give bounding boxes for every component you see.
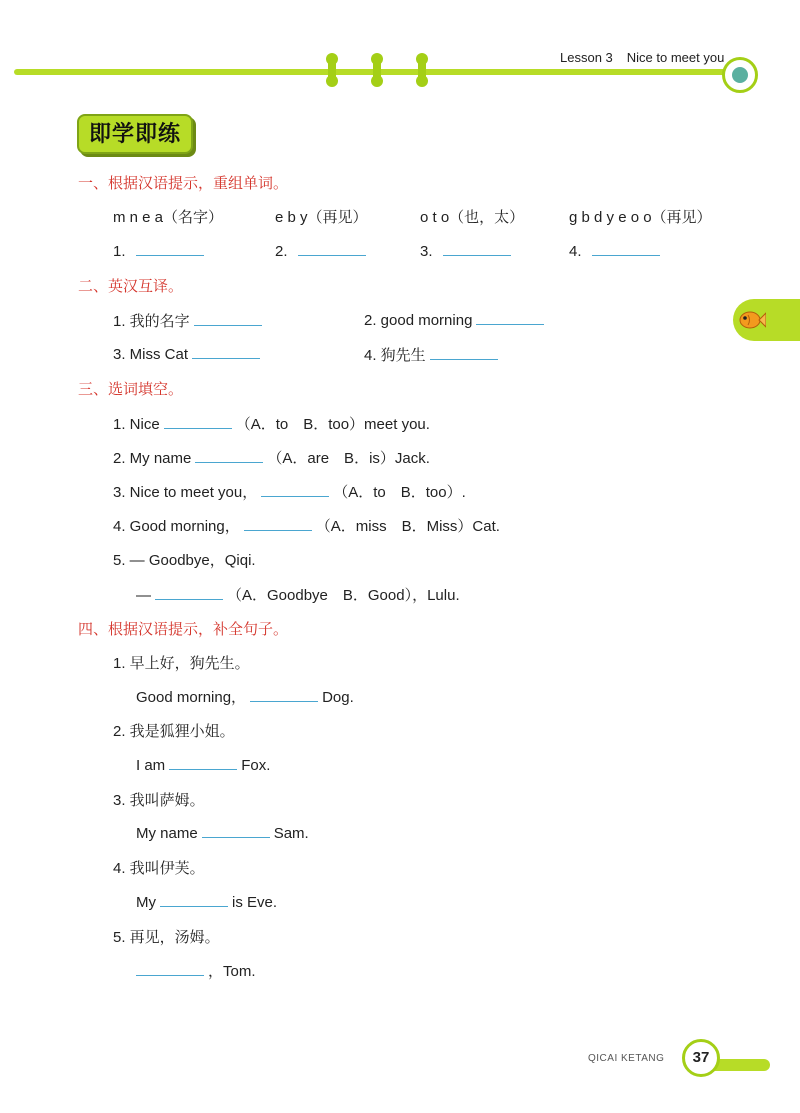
- english-sentence: [136, 960, 256, 981]
- section-3-heading: 三、选词填空。: [78, 381, 184, 398]
- answer-line: [569, 241, 664, 260]
- sentence-end: is Eve.: [232, 894, 278, 911]
- binder-peg-icon: [328, 55, 336, 85]
- sentence-end: Fox.: [241, 757, 271, 774]
- fill-item: [113, 515, 500, 536]
- choice-text: （A．are B．is）Jack.: [267, 450, 430, 467]
- scramble-prompt: o t o（也，太）: [420, 209, 525, 226]
- scramble-prompt: e b y（再见）: [275, 209, 368, 226]
- sentence-start: Good morning，: [136, 689, 247, 706]
- answer-blank[interactable]: [164, 414, 232, 429]
- translate-prompt: 2. good morning: [364, 312, 473, 329]
- translate-item: [364, 344, 502, 365]
- answer-blank[interactable]: [192, 344, 260, 359]
- english-sentence: [136, 823, 309, 842]
- chinese-prompt: 1. 早上好，狗先生。: [113, 655, 250, 672]
- scramble-prompt: g b d y e o o（再见）: [569, 209, 712, 226]
- answer-line: [113, 241, 208, 260]
- item-number: 2.: [275, 243, 288, 260]
- answer-blank[interactable]: [443, 241, 511, 256]
- running-header: [560, 50, 724, 65]
- answer-blank[interactable]: [202, 823, 270, 838]
- question-text: 4. Good morning，: [113, 518, 240, 535]
- scramble-prompt: m n e a（名字）: [113, 209, 224, 226]
- translate-prompt: 1. 我的名字: [113, 313, 190, 330]
- choice-text: （A．to B．too）.: [333, 484, 466, 501]
- sentence-start: My: [136, 894, 156, 911]
- english-sentence: [136, 892, 277, 911]
- corner-emblem-icon: [722, 57, 758, 93]
- answer-blank[interactable]: [160, 892, 228, 907]
- translate-item: [113, 344, 264, 363]
- answer-blank[interactable]: [592, 241, 660, 256]
- lesson-title: Nice to meet you: [626, 50, 725, 65]
- sentence-start: My name: [136, 825, 198, 842]
- fill-item: [113, 413, 430, 434]
- translate-item: [364, 310, 548, 329]
- answer-blank[interactable]: [250, 687, 318, 702]
- fill-item: [113, 447, 430, 468]
- chinese-prompt: 5. 再见，汤姆。: [113, 929, 220, 946]
- sentence-start: I am: [136, 757, 166, 774]
- answer-blank[interactable]: [136, 241, 204, 256]
- dash-text: —: [136, 587, 151, 604]
- fill-item: [113, 481, 466, 502]
- section-4-heading: 四、根据汉语提示，补全句子。: [78, 621, 289, 638]
- answer-line: [275, 241, 370, 260]
- dialogue-line: 5. — Goodbye，Qiqi.: [113, 552, 256, 569]
- question-text: 3. Nice to meet you，: [113, 484, 258, 501]
- english-sentence: [136, 755, 270, 774]
- answer-blank[interactable]: [298, 241, 366, 256]
- choice-text: （A．to B．too）meet you.: [235, 416, 430, 433]
- binder-peg-icon: [373, 55, 381, 85]
- answer-blank[interactable]: [194, 311, 262, 326]
- goldfish-icon: [738, 306, 766, 334]
- fill-item: [136, 584, 460, 605]
- item-number: 1.: [113, 243, 126, 260]
- question-text: 2. My name: [113, 450, 192, 467]
- series-name: QICAI KETANG: [588, 1053, 665, 1064]
- choice-text: （A．Goodbye B．Good），Lulu.: [227, 587, 460, 604]
- item-number: 3.: [420, 243, 433, 260]
- sentence-end: Dog.: [322, 689, 354, 706]
- answer-blank[interactable]: [244, 516, 312, 531]
- chinese-prompt: 3. 我叫萨姆。: [113, 792, 205, 809]
- answer-blank[interactable]: [261, 482, 329, 497]
- item-number: 4.: [569, 243, 582, 260]
- sentence-end: Sam.: [273, 825, 309, 842]
- translate-prompt: 4. 狗先生: [364, 347, 426, 364]
- answer-line: [420, 241, 515, 260]
- answer-blank[interactable]: [476, 310, 544, 325]
- sentence-end: ，Tom.: [208, 963, 256, 980]
- section-1-heading: 一、根据汉语提示，重组单词。: [78, 175, 289, 192]
- lesson-number: Lesson 3: [560, 50, 613, 65]
- question-text: 1. Nice: [113, 416, 160, 433]
- answer-blank[interactable]: [169, 755, 237, 770]
- answer-blank[interactable]: [136, 961, 204, 976]
- answer-blank[interactable]: [155, 585, 223, 600]
- english-sentence: [136, 686, 354, 707]
- binder-peg-icon: [418, 55, 426, 85]
- practice-title-badge: 即学即练: [77, 114, 193, 154]
- answer-blank[interactable]: [195, 448, 263, 463]
- chinese-prompt: 4. 我叫伊芙。: [113, 860, 205, 877]
- translate-item: [113, 310, 266, 331]
- chinese-prompt: 2. 我是狐狸小姐。: [113, 723, 235, 740]
- section-2-heading: 二、英汉互译。: [78, 278, 184, 295]
- page-number: 37: [682, 1039, 720, 1077]
- answer-blank[interactable]: [430, 345, 498, 360]
- translate-prompt: 3. Miss Cat: [113, 346, 189, 363]
- choice-text: （A．miss B．Miss）Cat.: [315, 518, 500, 535]
